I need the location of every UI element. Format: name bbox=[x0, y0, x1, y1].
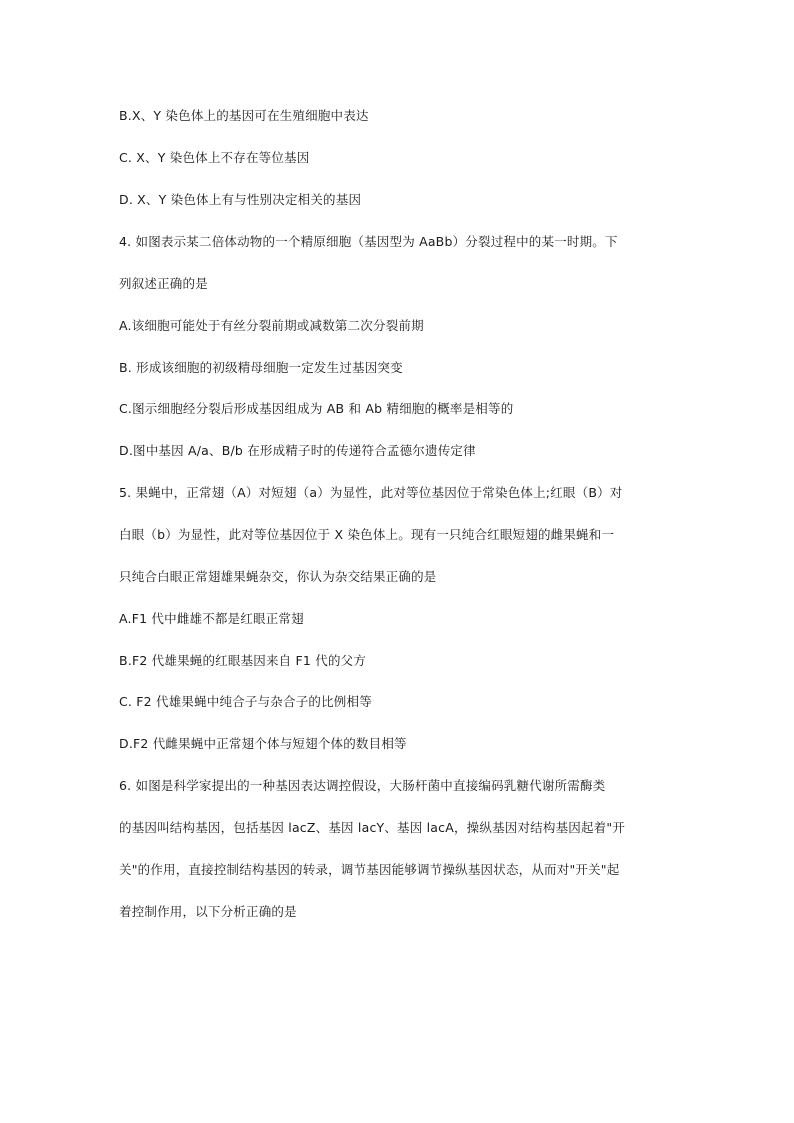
option-b-q4: B. 形成该细胞的初级精母细胞一定发生过基因突变 bbox=[119, 360, 403, 375]
question-4-stem-line-1: 4. 如图表示某二倍体动物的一个精原细胞（基因型为 AaBb）分裂过程中的某一时期。下 bbox=[119, 234, 618, 249]
option-a-q5: A.F1 代中雌雄不都是红眼正常翅 bbox=[119, 611, 304, 626]
question-6-stem-line-4: 着控制作用，以下分析正确的是 bbox=[119, 904, 297, 919]
option-d-q3: D. X、Y 染色体上有与性别决定相关的基因 bbox=[119, 192, 362, 207]
option-b-q5: B.F2 代雄果蝇的红眼基因来自 F1 代的父方 bbox=[119, 653, 367, 668]
question-5-stem-line-1: 5. 果蝇中，正常翅（A）对短翅（a）为显性，此对等位基因位于常染色体上;红眼（B）对 bbox=[119, 485, 623, 500]
question-5-stem-line-3: 只纯合白眼正常翅雄果蝇杂交，你认为杂交结果正确的是 bbox=[119, 569, 437, 584]
question-6-stem-line-1: 6. 如图是科学家提出的一种基因表达调控假设，大肠杆菌中直接编码乳糖代谢所需酶类 bbox=[119, 778, 606, 793]
option-d-q4: D.图中基因 A/a、B/b 在形成精子时的传递符合孟德尔遗传定律 bbox=[119, 443, 476, 458]
question-6-stem-line-3: 关"的作用，直接控制结构基因的转录，调节基因能够调节操纵基因状态，从而对"开关"起 bbox=[119, 862, 620, 877]
question-4-stem-line-2: 列叙述正确的是 bbox=[119, 276, 208, 291]
option-c-q4: C.图示细胞经分裂后形成基因组成为 AB 和 Ab 精细胞的概率是相等的 bbox=[119, 401, 514, 416]
option-d-q5: D.F2 代雌果蝇中正常翅个体与短翅个体的数目相等 bbox=[119, 736, 407, 751]
option-c-q5: C. F2 代雄果蝇中纯合子与杂合子的比例相等 bbox=[119, 694, 372, 709]
option-a-q4: A.该细胞可能处于有丝分裂前期或减数第二次分裂前期 bbox=[119, 318, 424, 333]
question-6-stem-line-2: 的基因叫结构基因，包括基因 lacZ、基因 lacY、基因 lacA，操纵基因对结构基因起着"开 bbox=[119, 820, 626, 835]
option-b-q3: B.X、Y 染色体上的基因可在生殖细胞中表达 bbox=[119, 108, 369, 123]
option-c-q3: C. X、Y 染色体上不存在等位基因 bbox=[119, 150, 310, 165]
question-5-stem-line-2: 白眼（b）为显性，此对等位基因位于 X 染色体上。现有一只纯合红眼短翅的雌果蝇和一 bbox=[119, 527, 615, 542]
